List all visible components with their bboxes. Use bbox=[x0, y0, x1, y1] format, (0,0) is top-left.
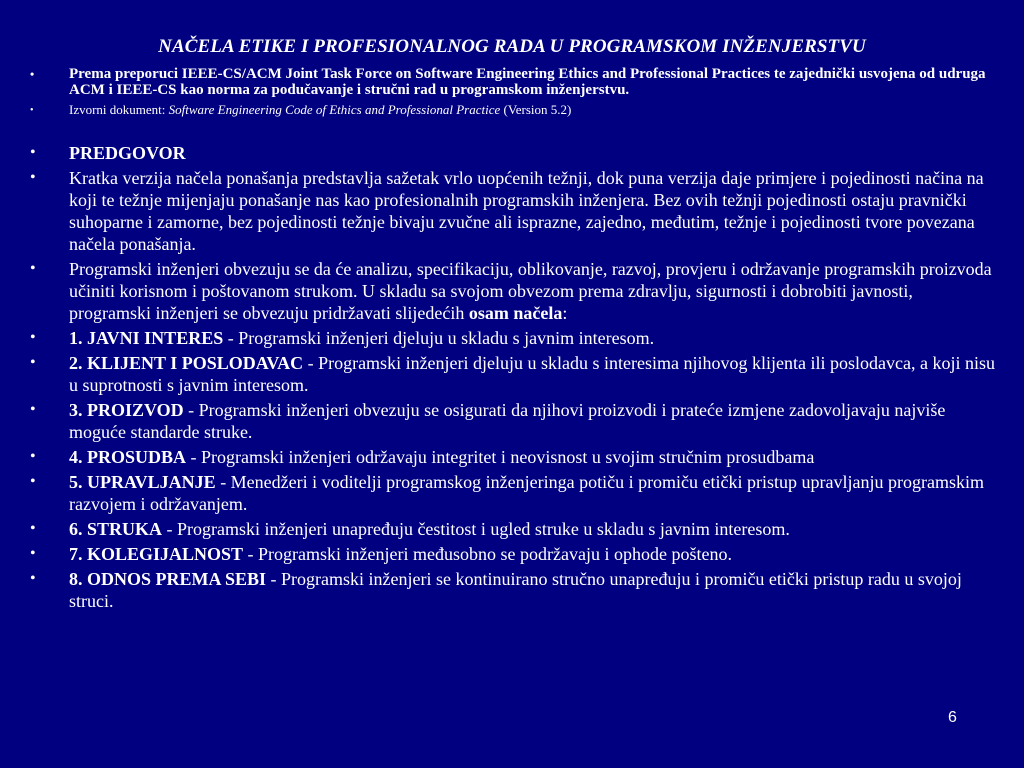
bullet-icon: • bbox=[30, 67, 35, 81]
bullet-icon: • bbox=[30, 105, 34, 116]
principle-description: - Programski inženjeri obvezuju se osigurati da njihovi proizvodi i prateće izmjene zadovoljavaju najviše moguće standarde struke. bbox=[69, 400, 946, 442]
principle-description: - Programski inženjeri unapređuju čestitost i ugled struke u skladu s javnim interesom. bbox=[162, 519, 790, 539]
principle-name: 2. KLIJENT I POSLODAVAC bbox=[69, 353, 304, 373]
preface-paragraph-2-suffix: : bbox=[562, 303, 568, 323]
bullet-icon: • bbox=[30, 401, 36, 418]
principle-item bbox=[30, 399, 998, 443]
source-item bbox=[30, 102, 998, 118]
principle-description: - Programski inženjeri djeluju u skladu s interesima njihovog klijenta ili poslodavca, a koji nisu u suprotnosti s javnim interesom. bbox=[69, 353, 995, 395]
principle-item bbox=[30, 543, 998, 565]
bullet-icon: • bbox=[30, 545, 36, 562]
principle-item bbox=[30, 518, 998, 540]
principle-item bbox=[30, 568, 998, 612]
principle-name: 5. UPRAVLJANJE bbox=[69, 472, 216, 492]
bullet-icon: • bbox=[30, 169, 36, 186]
bullet-icon: • bbox=[30, 260, 36, 277]
principle-name: 7. KOLEGIJALNOST bbox=[69, 544, 244, 564]
principle-name: 3. PROIZVOD bbox=[69, 400, 184, 420]
principle-name: 1. JAVNI INTERES bbox=[69, 328, 224, 348]
principle-description: - Menedžeri i voditelji programskog inženjeringa potiču i promiču etički pristup upravljanju programskim razvojem i održavanjem. bbox=[69, 472, 984, 514]
source-label: Izvorni dokument: bbox=[69, 102, 169, 117]
intro-item bbox=[30, 66, 998, 98]
page-number: 6 bbox=[948, 709, 957, 726]
principle-name: 4. PROSUDBA bbox=[69, 447, 187, 467]
principle-item bbox=[30, 471, 998, 515]
bullet-icon: • bbox=[30, 520, 36, 537]
source-version: (Version 5.2) bbox=[500, 102, 572, 117]
bullet-icon: • bbox=[30, 144, 36, 161]
principle-description: - Programski inženjeri se kontinuirano stručno unapređuju i promiču etički pristup radu u svojoj struci. bbox=[69, 569, 962, 611]
principle-description: - Programski inženjeri međusobno se podržavaju i ophode pošteno. bbox=[243, 544, 732, 564]
preface-paragraph-1-text: Kratka verzija načela ponašanja predstavlja sažetak vrlo uopćenih težnji, dok puna verzija daje primjere i pojedinosti načina na koji te težnje mijenjaju ponašanje nas kao profesionalnih programskih inženjera. Bez ovih težnji pojedinosti ostaju pravnički suhoparne i zamorne, bez pojedinosti težnje bivaju zvučne ali isprazne, zajedno, međutim, težnje i pojedinosti tvore povezana načela ponašanja. bbox=[69, 168, 984, 254]
principle-name: 6. STRUKA bbox=[69, 519, 163, 539]
principle-item bbox=[30, 446, 998, 468]
slide-content bbox=[30, 66, 998, 612]
intro-text: Prema preporuci IEEE-CS/ACM Joint Task Force on Software Engineering Ethics and Professional Practices te zajednički usvojena od udruga ACM i IEEE-CS kao norma za podučavanje i stručni rad u programskom inženjerstvu. bbox=[69, 66, 986, 98]
bullet-icon: • bbox=[30, 448, 36, 465]
bullet-icon: • bbox=[30, 570, 36, 587]
principle-item bbox=[30, 352, 998, 396]
source-title: Software Engineering Code of Ethics and Professional Practice bbox=[168, 102, 501, 117]
bullet-icon: • bbox=[30, 473, 36, 490]
preface-paragraph-1 bbox=[30, 167, 998, 255]
principle-description: - Programski inženjeri održavaju integritet i neovisnost u svojim stručnim prosudbama bbox=[186, 447, 815, 467]
preface-paragraph-2-text: Programski inženjeri obvezuju se da će analizu, specifikaciju, oblikovanje, razvoj, provjeru i održavanje programskih proizvoda učiniti korisnom i poštovanom strukom. U skladu sa svojom obvezom prema zdravlju, sigurnosti i dobrobiti javnosti, programski inženjeri se obvezuju pridržavati slijedećih bbox=[69, 259, 992, 323]
principle-description: - Programski inženjeri djeluju u skladu s javnim interesom. bbox=[223, 328, 655, 348]
bullet-icon: • bbox=[30, 354, 36, 371]
preface-heading-item bbox=[30, 142, 998, 164]
principle-name: 8. ODNOS PREMA SEBI bbox=[69, 569, 267, 589]
principle-item bbox=[30, 327, 998, 349]
preface-heading: PREDGOVOR bbox=[69, 143, 186, 163]
preface-paragraph-2-emphasis: osam načela bbox=[468, 303, 563, 323]
preface-paragraph-2 bbox=[30, 258, 998, 324]
slide-title: NAČELA ETIKE I PROFESIONALNOG RADA U PROGRAMSKOM INŽENJERSTVU bbox=[158, 36, 866, 57]
bullet-icon: • bbox=[30, 329, 36, 346]
